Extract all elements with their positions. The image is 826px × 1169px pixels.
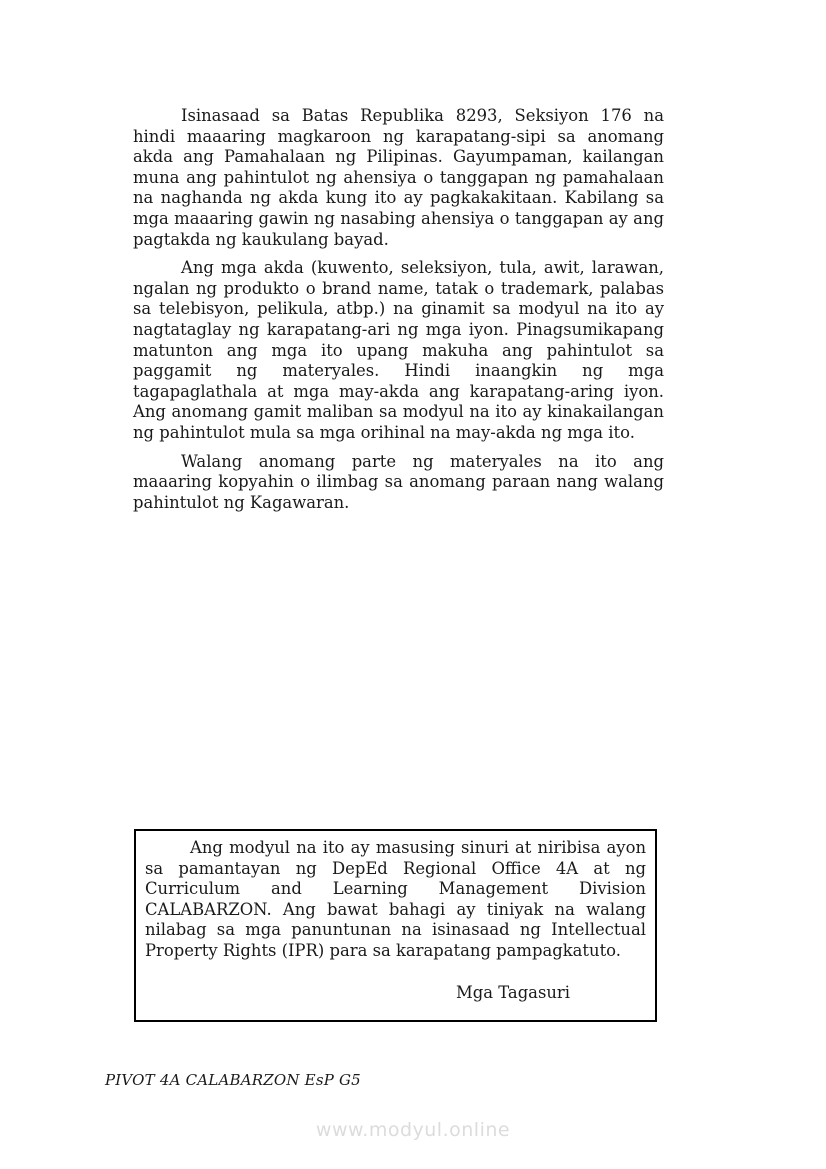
paragraph-no-reproduction: Walang anomang parte ng materyales na ito ang maaaring kopyahin o ilimbag sa anomang paraan nang walang pahintulot ng Kagawaran. [133,451,664,512]
page-footer-label: PIVOT 4A CALABARZON EsP G5 [105,1071,361,1089]
watermark-text: www.modyul.online [315,1119,511,1141]
reviewers-signature: Mga Tagasuri [456,983,570,1003]
review-box-text: Ang modyul na ito ay masusing sinuri at niribisa ayon sa pamantayan ng DepEd Regional Office 4A at ng Curriculum and Learning Management Division CALABARZON. Ang bawat bahagi ay tiniyak na walang nilabag sa mga panuntunan na isinasaad ng Intellectual Property Rights (IPR) para sa karapatang pampagkatuto. [145,838,646,960]
copyright-notice [133,106,664,521]
paragraph-attribution: Ang mga akda (kuwento, seleksiyon, tula, awit, larawan, ngalan ng produkto o brand name, tatak o trademark, palabas sa telebisyon, pelikula, atbp.) na ginamit sa modyul na ito ay nagtataglay ng karapatang-ari ng mga iyon. Pinagsumikapang matunton ang mga ito upang makuha ang pahintulot sa paggamit ng materyales. Hindi inaangkin ng mga tagapaglathala at mga may-akda ang karapatang-aring iyon. Ang anomang gamit maliban sa modyul na ito ay kinakailangan ng pahintulot mula sa mga orihinal na may-akda ng mga ito. [133,258,664,442]
paragraph-copyright-law: Isinasaad sa Batas Republika 8293, Seksiyon 176 na hindi maaaring magkaroon ng karapatang-sipi sa anomang akda ang Pamahalaan ng Pilipinas. Gayumpaman, kailangan muna ang pahintulot ng ahensiya o tanggapan ng pamahalaan na naghanda ng akda kung ito ay pagkakakitaan. Kabilang sa mga maaaring gawin ng nasabing ahensiya o tanggapan ay ang pagtakda ng kaukulang bayad. [133,106,664,249]
review-box [134,829,657,1022]
